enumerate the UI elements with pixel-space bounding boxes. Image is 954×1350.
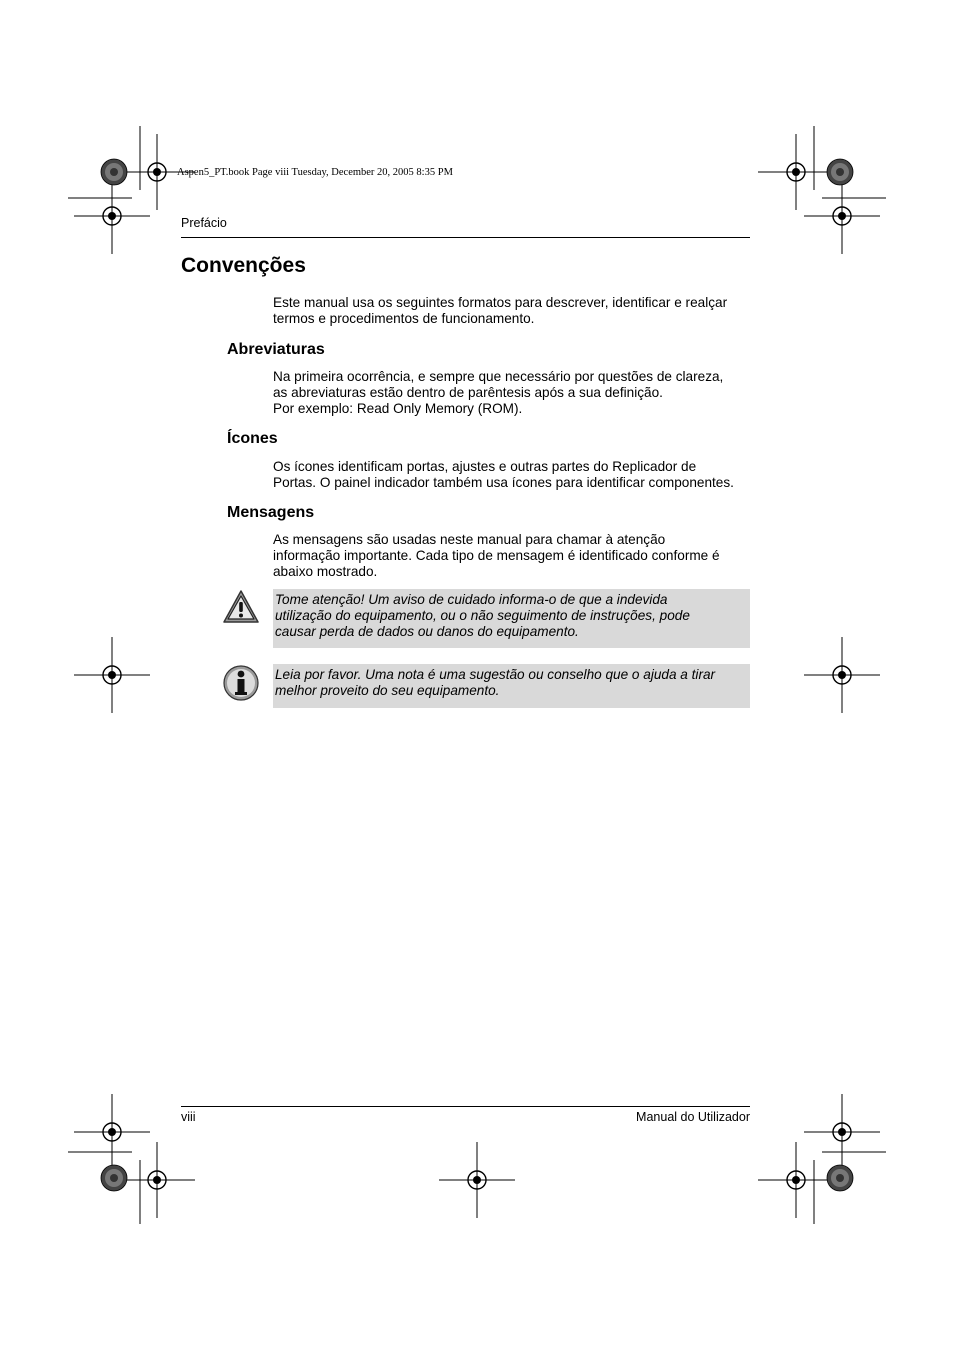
abbreviations-paragraph <box>273 369 753 417</box>
text-line: Portas. O painel indicador também usa ícones para identificar componentes. <box>273 475 734 490</box>
page-number: viii <box>181 1110 196 1124</box>
text-line: melhor proveito do seu equipamento. <box>275 683 500 698</box>
running-header: Prefácio <box>181 216 227 230</box>
caution-icon <box>222 588 260 626</box>
abbreviations-heading: Abreviaturas <box>227 341 325 358</box>
text-line: as abreviaturas estão dentro de parêntesis após a sua definição. <box>273 385 663 400</box>
text-line: utilização do equipamento, ou o não seguimento de instruções, pode <box>275 608 690 623</box>
manual-title: Manual do Utilizador <box>636 1110 750 1124</box>
messages-heading: Mensagens <box>227 504 315 521</box>
text-line: Tome atenção! Um aviso de cuidado informa-o de que a indevida <box>275 592 668 607</box>
section-title: Convenções <box>181 254 306 277</box>
note-message <box>273 664 750 708</box>
text-line: termos e procedimentos de funcionamento. <box>273 311 535 326</box>
caution-message <box>273 589 750 648</box>
footer-rule <box>181 1106 750 1107</box>
messages-paragraph <box>273 532 753 580</box>
icons-paragraph <box>273 459 753 491</box>
intro-paragraph <box>273 295 753 327</box>
text-line: causar perda de dados ou danos do equipamento. <box>275 624 579 639</box>
text-line: Os ícones identificam portas, ajustes e outras partes do Replicador de <box>273 459 697 474</box>
print-slug: Aspen5_PT.book Page viii Tuesday, December 20, 2005 8:35 PM <box>177 167 453 178</box>
text-line: Este manual usa os seguintes formatos para descrever, identificar e realçar <box>273 295 728 310</box>
text-line: Leia por favor. Uma nota é uma sugestão ou conselho que o ajuda a tirar <box>275 667 716 682</box>
header-rule <box>181 237 750 238</box>
text-line: abaixo mostrado. <box>273 564 378 579</box>
text-line: informação importante. Cada tipo de mensagem é identificado conforme é <box>273 548 720 563</box>
text-line: As mensagens são usadas neste manual para chamar à atenção <box>273 532 666 547</box>
icons-heading: Ícones <box>227 430 278 447</box>
text-line: Por exemplo: Read Only Memory (ROM). <box>273 401 523 416</box>
text-line: Na primeira ocorrência, e sempre que necessário por questões de clareza, <box>273 369 724 384</box>
info-icon <box>222 664 260 702</box>
